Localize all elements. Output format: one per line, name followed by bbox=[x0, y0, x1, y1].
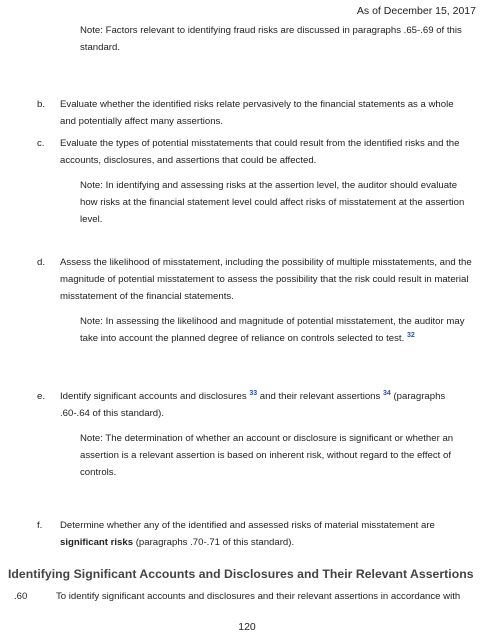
item-e-text-part3: (paragraphs .60-.64 of this standard). bbox=[60, 391, 446, 419]
item-f-text-part2: (paragraphs .70-.71 of this standard). bbox=[135, 537, 295, 548]
footnote-link-34[interactable]: 34 bbox=[383, 389, 391, 397]
item-b-text: Evaluate whether the identified risks relate pervasively to the financial statements as a whole and potentially affect many assertions. bbox=[60, 99, 454, 127]
item-c-text: Evaluate the types of potential misstatements that could result from the identified risks and the accounts, disclosures, and assertions that could be affected. bbox=[60, 138, 460, 166]
item-d-note bbox=[80, 313, 472, 347]
item-d-text: Assess the likelihood of misstatement, including the possibility of multiple misstatements, and the magnitude of potential misstatement to assess the possibility that the risk could result in material misstatement of the financial statements. bbox=[60, 257, 472, 302]
page-number: 120 bbox=[238, 621, 256, 633]
item-e-text-part1: Identify significant accounts and disclosures bbox=[60, 391, 247, 402]
item-d-note-text: Note: In assessing the likelihood and magnitude of potential misstatement, the auditor may take into account the planned degree of reliance on controls selected to test. bbox=[80, 316, 465, 344]
item-c-note: Note: In identifying and assessing risks at the assertion level, the auditor should evaluate how risks at the financial statement level could affect risks of misstatement at the assertion level. bbox=[80, 180, 465, 225]
item-e-text-part2: and their relevant assertions bbox=[259, 391, 381, 402]
item-f-text bbox=[60, 517, 472, 551]
note-fraud-risks: Note: Factors relevant to identifying fraud risks are discussed in paragraphs .65-.69 of this standard. bbox=[80, 25, 462, 53]
item-letter-f: f. bbox=[37, 520, 43, 531]
paragraph-text: To identify significant accounts and disclosures and their relevant assertions in accordance with bbox=[56, 591, 461, 602]
item-e-text bbox=[60, 388, 472, 422]
item-letter-c: c. bbox=[37, 138, 45, 149]
item-letter-e: e. bbox=[37, 391, 46, 402]
footnote-link-33[interactable]: 33 bbox=[249, 389, 258, 397]
footnote-link-32[interactable]: 32 bbox=[406, 331, 415, 339]
item-letter-d: d. bbox=[37, 257, 46, 268]
paragraph-number: .60 bbox=[14, 591, 28, 602]
item-f-text-part1: Determine whether any of the identified and assessed risks of material misstatement are bbox=[60, 520, 435, 531]
item-letter-b: b. bbox=[37, 99, 46, 110]
item-f-bold-term: significant risks bbox=[60, 537, 134, 548]
item-e-note: Note: The determination of whether an account or disclosure is significant or whether an assertion is a relevant assertion is based on inherent risk, without regard to the effect of controls. bbox=[80, 433, 454, 478]
section-heading: Identifying Significant Accounts and Disclosures and Their Relevant Assertions bbox=[8, 567, 474, 581]
page-header-date: As of December 15, 2017 bbox=[356, 5, 476, 17]
